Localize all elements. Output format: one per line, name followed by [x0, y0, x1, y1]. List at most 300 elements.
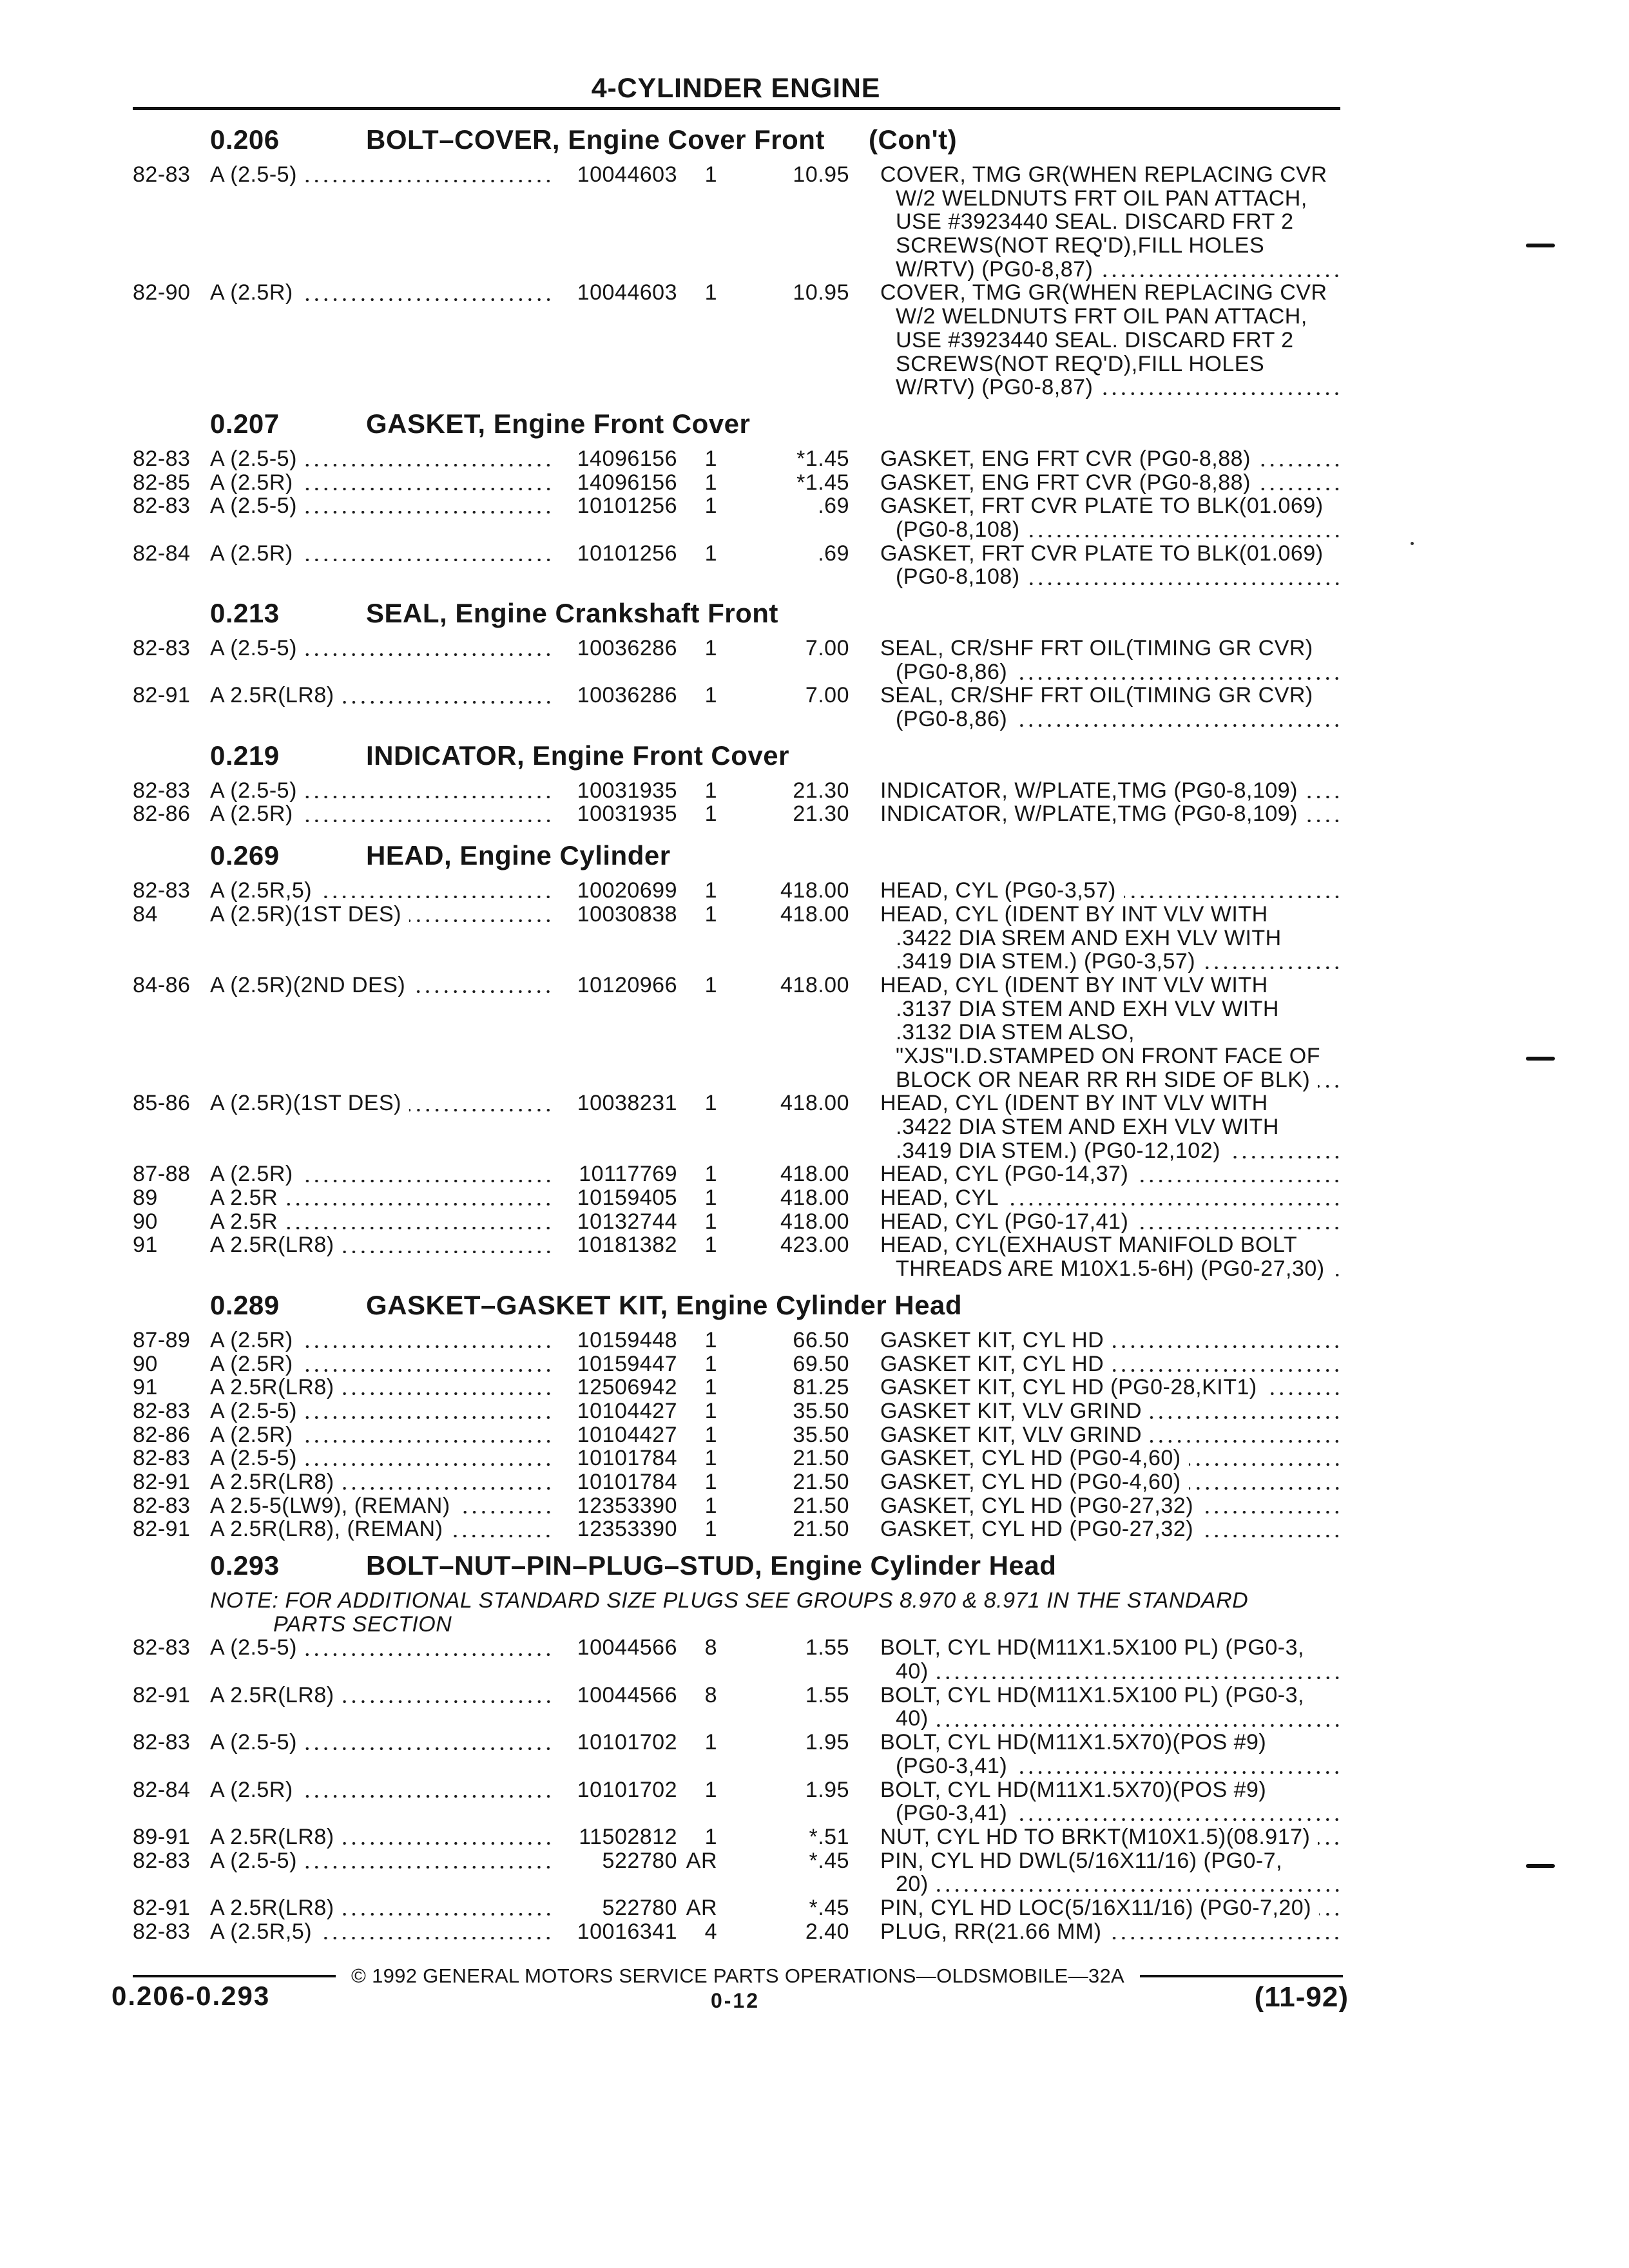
engine-model-field	[210, 1210, 553, 1234]
quantity: 1	[704, 1730, 717, 1755]
model-years: 82-86	[133, 1422, 191, 1447]
leader-dots	[305, 1416, 553, 1419]
leader-dots	[342, 1251, 553, 1253]
quantity: 1	[704, 446, 717, 471]
leader-dots	[301, 1180, 553, 1182]
part-number: 10020699	[577, 878, 677, 903]
model-years: 82-83	[133, 1398, 191, 1423]
model-years: 82-83	[133, 162, 191, 187]
engine-model-field	[210, 1896, 553, 1920]
engine-model-field	[210, 494, 553, 518]
part-number: 10181382	[577, 1233, 677, 1258]
description-field	[880, 1517, 1342, 1541]
part-description: .3422 DIA STEM AND EXH VLV WITH	[896, 1115, 1279, 1139]
description-field	[880, 1139, 1342, 1163]
model-years: 84-86	[133, 972, 191, 997]
part-description: GASKET KIT, CYL HD	[880, 1351, 1104, 1376]
part-row	[0, 879, 1629, 903]
description-field	[880, 1115, 1342, 1139]
part-number: 10101784	[577, 1446, 677, 1471]
footer-group-range: 0.206-0.293	[111, 1981, 271, 2011]
continued-label: (Con't)	[869, 124, 958, 155]
part-row-line	[0, 1517, 1629, 1541]
leader-dots	[342, 1487, 553, 1490]
leader-dots	[1333, 1274, 1342, 1276]
description-field	[880, 950, 1342, 974]
part-row-line	[0, 1802, 1629, 1825]
engine-model-field	[210, 281, 553, 305]
part-row	[0, 802, 1629, 826]
price: 418.00	[780, 1162, 849, 1187]
description-field	[880, 1446, 1342, 1470]
part-row-line	[0, 1257, 1629, 1281]
engine-model: A 2.5R(LR8)	[210, 1682, 334, 1707]
part-description: (PG0-8,86)	[896, 707, 1008, 732]
leader-dots	[1101, 392, 1342, 395]
engine-model: A (2.5R)	[210, 541, 293, 566]
part-number: 10159405	[577, 1186, 677, 1211]
section-number: 0.206	[210, 124, 280, 155]
price: *.51	[809, 1824, 849, 1849]
leader-dots	[1265, 1392, 1342, 1395]
description-field	[880, 1091, 1342, 1115]
part-row-line	[0, 1162, 1629, 1186]
price: 21.30	[793, 778, 849, 803]
quantity: 8	[704, 1682, 717, 1707]
description-field	[880, 1186, 1342, 1210]
description-field	[880, 234, 1342, 258]
part-row	[0, 1825, 1629, 1849]
engine-model: A 2.5-5(LW9), (REMAN)	[210, 1493, 450, 1518]
parts-section	[0, 589, 1629, 731]
leader-dots	[1007, 1203, 1342, 1206]
part-description: SEAL, CR/SHF FRT OIL(TIMING GR CVR)	[880, 683, 1313, 708]
part-row-line	[0, 684, 1629, 707]
parts-section	[0, 1541, 1629, 1943]
price: 21.50	[793, 1517, 849, 1542]
quantity: 1	[704, 1469, 717, 1494]
part-row-line	[0, 1068, 1629, 1092]
description-field	[880, 352, 1342, 376]
leader-dots	[1015, 724, 1342, 727]
part-description: HEAD, CYL	[880, 1186, 999, 1211]
part-row	[0, 494, 1629, 541]
part-row-line	[0, 258, 1629, 282]
engine-model-field	[210, 1636, 553, 1660]
part-number: 10044566	[577, 1682, 677, 1707]
leader-dots	[1201, 1511, 1342, 1514]
model-years: 87-89	[133, 1327, 191, 1352]
description-field	[880, 974, 1342, 997]
description-field	[880, 447, 1342, 471]
part-row-line	[0, 779, 1629, 803]
title-rule	[133, 107, 1340, 110]
part-row	[0, 974, 1629, 1091]
description-field	[880, 1021, 1342, 1044]
part-row-line	[0, 376, 1629, 399]
quantity: 1	[704, 972, 717, 997]
part-description: GASKET, FRT CVR PLATE TO BLK(01.069)	[880, 494, 1324, 519]
part-number: 12506942	[577, 1375, 677, 1400]
leader-dots	[301, 1440, 553, 1443]
engine-model: A (2.5R)	[210, 1777, 293, 1802]
engine-model: A (2.5R,5)	[210, 1919, 313, 1944]
part-row-line	[0, 281, 1629, 305]
part-row-line	[0, 1399, 1629, 1423]
model-years: 82-83	[133, 1730, 191, 1755]
part-row	[0, 684, 1629, 731]
leader-dots	[305, 511, 553, 514]
part-row-line	[0, 447, 1629, 471]
engine-model: A 2.5R(LR8)	[210, 1375, 334, 1400]
engine-model-field	[210, 1091, 553, 1115]
engine-model: A (2.5-5)	[210, 446, 297, 471]
part-description: (PG0-3,41)	[896, 1801, 1008, 1826]
engine-model: A 2.5R(LR8)	[210, 1233, 334, 1258]
engine-model: A (2.5R)	[210, 1351, 293, 1376]
part-number: 10104427	[577, 1398, 677, 1423]
description-field	[880, 637, 1342, 660]
leader-dots	[1201, 1535, 1342, 1537]
engine-model-field	[210, 1517, 553, 1541]
part-row-line	[0, 1233, 1629, 1257]
part-description: W/RTV) (PG0-8,87)	[896, 256, 1094, 282]
model-years: 91	[133, 1375, 158, 1400]
engine-model-field	[210, 1494, 553, 1518]
engine-model: A 2.5R(LR8)	[210, 1824, 334, 1849]
model-years: 82-91	[133, 1469, 191, 1494]
leader-dots	[342, 1392, 553, 1395]
description-field	[880, 518, 1342, 542]
parts-listing	[0, 115, 1629, 1943]
leader-dots	[413, 990, 553, 993]
engine-model-field	[210, 1684, 553, 1707]
part-row-line	[0, 660, 1629, 684]
part-description: GASKET, CYL HD (PG0-4,60)	[880, 1446, 1181, 1471]
leader-dots	[1028, 582, 1342, 585]
quantity: 1	[704, 878, 717, 903]
price: 1.95	[805, 1777, 849, 1802]
parts-section	[0, 731, 1629, 826]
section-title: GASKET, Engine Front Cover	[366, 408, 751, 439]
part-description: (PG0-8,108)	[896, 517, 1020, 542]
part-description: USE #3923440 SEAL. DISCARD FRT 2	[896, 209, 1294, 235]
engine-model-field	[210, 1470, 553, 1494]
part-row	[0, 542, 1629, 589]
description-field	[880, 879, 1342, 903]
description-field	[880, 1920, 1342, 1944]
section-header	[0, 1281, 1629, 1329]
leader-dots	[1101, 274, 1342, 277]
leader-dots	[1112, 1345, 1342, 1348]
description-field	[880, 684, 1342, 707]
part-description: SEAL, CR/SHF FRT OIL(TIMING GR CVR)	[880, 636, 1313, 660]
part-number: 10104427	[577, 1422, 677, 1447]
description-field	[880, 542, 1342, 566]
engine-model: A (2.5-5)	[210, 1730, 297, 1755]
description-field	[880, 1636, 1342, 1660]
quantity: 1	[704, 1162, 717, 1187]
description-field	[880, 1802, 1342, 1825]
part-row-line	[0, 927, 1629, 950]
description-field	[880, 1896, 1342, 1920]
leader-dots	[1028, 535, 1342, 537]
quantity: 1	[704, 901, 717, 927]
leader-dots	[1189, 1487, 1342, 1490]
part-row-line	[0, 1352, 1629, 1376]
part-row-line	[0, 1376, 1629, 1399]
part-description: GASKET, CYL HD (PG0-27,32)	[880, 1493, 1194, 1518]
section-number: 0.219	[210, 740, 280, 771]
price: 7.00	[805, 636, 849, 660]
part-row-line	[0, 1186, 1629, 1210]
part-description: 40)	[896, 1706, 929, 1731]
leader-dots	[1136, 1180, 1342, 1182]
quantity: 1	[704, 541, 717, 566]
description-field	[880, 1778, 1342, 1802]
description-field	[880, 1731, 1342, 1754]
model-years: 82-83	[133, 494, 191, 519]
model-years: 82-86	[133, 802, 191, 827]
part-description: HEAD, CYL (PG0-3,57)	[880, 878, 1116, 903]
leader-dots	[1150, 1440, 1342, 1443]
quantity: 1	[704, 1398, 717, 1423]
part-description: SCREWS(NOT REQ'D),FILL HOLES	[896, 351, 1265, 376]
part-row-line	[0, 1021, 1629, 1044]
price: 2.40	[805, 1919, 849, 1944]
leader-dots	[1150, 1416, 1342, 1419]
section-title: GASKET–GASKET KIT, Engine Cylinder Head	[366, 1289, 962, 1320]
leader-dots	[285, 1227, 553, 1229]
engine-model-field	[210, 471, 553, 495]
model-years: 82-83	[133, 1635, 191, 1660]
leader-dots	[342, 1913, 553, 1916]
part-row-line	[0, 1707, 1629, 1731]
engine-model: A 2.5R	[210, 1186, 278, 1211]
leader-dots	[285, 1203, 553, 1206]
description-field	[880, 471, 1342, 495]
part-description: HEAD, CYL (IDENT BY INT VLV WITH	[880, 972, 1268, 997]
leader-dots	[305, 464, 553, 466]
price: 418.00	[780, 1091, 849, 1116]
part-number: 10044603	[577, 162, 677, 187]
model-years: 85-86	[133, 1091, 191, 1116]
description-field	[880, 1423, 1342, 1447]
engine-model-field	[210, 163, 553, 187]
part-description: W/RTV) (PG0-8,87)	[896, 375, 1094, 400]
model-years: 82-83	[133, 1493, 191, 1518]
part-row	[0, 471, 1629, 495]
price: 21.30	[793, 802, 849, 827]
model-years: 82-84	[133, 541, 191, 566]
engine-model: A (2.5R)(1ST DES)	[210, 901, 401, 927]
footer-rule-left	[133, 1975, 336, 1977]
part-number: 522780	[602, 1848, 677, 1873]
part-description: COVER, TMG GR(WHEN REPLACING CVR	[880, 280, 1327, 305]
section-number: 0.289	[210, 1289, 280, 1320]
engine-model-field	[210, 542, 553, 566]
part-number: 14096156	[577, 446, 677, 471]
price: 69.50	[793, 1351, 849, 1376]
model-years: 91	[133, 1233, 158, 1258]
model-years: 82-83	[133, 1919, 191, 1944]
leader-dots	[320, 1937, 553, 1939]
leader-dots	[301, 820, 553, 822]
part-row-line	[0, 163, 1629, 187]
price: 1.55	[805, 1682, 849, 1707]
part-row	[0, 1920, 1629, 1944]
description-field	[880, 1162, 1342, 1186]
part-row-line	[0, 974, 1629, 997]
price: 7.00	[805, 683, 849, 708]
engine-model-field	[210, 1920, 553, 1944]
part-row-line	[0, 1896, 1629, 1920]
engine-model: A (2.5R)	[210, 1422, 293, 1447]
engine-model: A (2.5R)	[210, 1327, 293, 1352]
part-description: BOLT, CYL HD(M11X1.5X100 PL) (PG0-3,	[880, 1682, 1304, 1707]
engine-model: A 2.5R(LR8), (REMAN)	[210, 1517, 443, 1542]
part-row-line	[0, 1825, 1629, 1849]
price: 21.50	[793, 1493, 849, 1518]
part-row	[0, 1376, 1629, 1399]
section-number: 0.207	[210, 408, 280, 439]
description-field	[880, 1352, 1342, 1376]
model-years: 82-83	[133, 446, 191, 471]
parts-section	[0, 1281, 1629, 1541]
section-note: NOTE: FOR ADDITIONAL STANDARD SIZE PLUGS SEE GROUPS 8.970 & 8.971 IN THE STANDARD	[210, 1588, 1249, 1613]
description-field	[880, 1825, 1342, 1849]
engine-model: A (2.5-5)	[210, 636, 297, 660]
part-row-line	[0, 997, 1629, 1021]
model-years: 82-91	[133, 1517, 191, 1542]
part-row-line	[0, 707, 1629, 731]
quantity: 1	[704, 1233, 717, 1258]
leader-dots	[1306, 820, 1342, 822]
part-description: GASKET KIT, VLV GRIND	[880, 1422, 1142, 1447]
quantity: 1	[704, 1517, 717, 1542]
part-row-line	[0, 494, 1629, 518]
leader-dots	[1258, 488, 1342, 490]
part-row	[0, 637, 1629, 684]
part-row	[0, 163, 1629, 281]
part-description: BLOCK OR NEAR RR RH SIDE OF BLK)	[896, 1067, 1311, 1092]
part-number: 10044566	[577, 1635, 677, 1660]
part-description: (PG0-8,108)	[896, 564, 1020, 590]
engine-model: A (2.5R,5)	[210, 878, 313, 903]
description-field	[880, 376, 1342, 399]
leader-dots	[342, 1842, 553, 1845]
engine-model-field	[210, 1731, 553, 1754]
part-description: PIN, CYL HD DWL(5/16X11/16) (PG0-7,	[880, 1848, 1283, 1873]
leader-dots	[342, 1700, 553, 1703]
engine-model-field	[210, 1376, 553, 1399]
price: 35.50	[793, 1422, 849, 1447]
price: 35.50	[793, 1398, 849, 1423]
leader-dots	[936, 1724, 1342, 1727]
part-number: 10159447	[577, 1351, 677, 1376]
engine-model: A (2.5R)(2ND DES)	[210, 972, 406, 997]
part-description: PIN, CYL HD LOC(5/16X11/16) (PG0-7,20)	[880, 1895, 1312, 1920]
engine-model-field	[210, 1399, 553, 1423]
leader-dots	[301, 1795, 553, 1798]
leader-dots	[305, 1653, 553, 1656]
part-number: 10132744	[577, 1209, 677, 1234]
part-row	[0, 1731, 1629, 1778]
part-row	[0, 281, 1629, 399]
leader-dots	[1306, 796, 1342, 798]
part-row	[0, 1470, 1629, 1494]
part-number: 10036286	[577, 683, 677, 708]
part-row-line	[0, 1920, 1629, 1944]
leader-dots	[305, 653, 553, 656]
part-description: .3419 DIA STEM.) (PG0-12,102)	[896, 1138, 1220, 1163]
parts-section	[0, 831, 1629, 1281]
part-row	[0, 1517, 1629, 1541]
leader-dots	[1189, 1463, 1342, 1466]
engine-model-field	[210, 1233, 553, 1257]
engine-model: A (2.5-5)	[210, 778, 297, 803]
part-row	[0, 1446, 1629, 1470]
part-description: GASKET KIT, VLV GRIND	[880, 1398, 1142, 1423]
margin-tick-mark	[1526, 244, 1555, 247]
part-row-line	[0, 305, 1629, 329]
part-row-line	[0, 1636, 1629, 1660]
section-header	[0, 1541, 1629, 1589]
price: 418.00	[780, 901, 849, 927]
part-description: 40)	[896, 1659, 929, 1684]
quantity: 1	[704, 778, 717, 803]
margin-tick-mark	[1526, 1864, 1555, 1868]
part-description: BOLT, CYL HD(M11X1.5X100 PL) (PG0-3,	[880, 1635, 1304, 1660]
part-row	[0, 1352, 1629, 1376]
description-field	[880, 1329, 1342, 1352]
price: 21.50	[793, 1446, 849, 1471]
part-number: 10044603	[577, 280, 677, 305]
section-header	[0, 115, 1629, 163]
part-description: PLUG, RR(21.66 MM)	[880, 1919, 1102, 1944]
engine-model-field	[210, 1849, 553, 1873]
description-field	[880, 281, 1342, 305]
engine-model-field	[210, 974, 553, 997]
part-description: NUT, CYL HD TO BRKT(M10X1.5)(08.917)	[880, 1824, 1311, 1849]
part-description: W/2 WELDNUTS FRT OIL PAN ATTACH,	[896, 304, 1307, 329]
quantity: 1	[704, 683, 717, 708]
description-field	[880, 210, 1342, 234]
engine-model: A 2.5R(LR8)	[210, 683, 334, 708]
model-years: 82-83	[133, 778, 191, 803]
engine-model: A (2.5-5)	[210, 1446, 297, 1471]
part-row-line	[0, 1494, 1629, 1518]
part-number: 11502812	[579, 1824, 677, 1849]
part-row-line	[0, 1423, 1629, 1447]
part-row	[0, 1778, 1629, 1825]
part-row	[0, 903, 1629, 974]
price: 10.95	[793, 162, 849, 187]
description-field	[880, 187, 1342, 211]
price: .69	[818, 541, 849, 566]
part-number: 10030838	[577, 901, 677, 927]
part-number: 10031935	[577, 802, 677, 827]
part-row-line	[0, 329, 1629, 352]
part-row-line	[0, 1731, 1629, 1754]
leader-dots	[1124, 896, 1342, 898]
part-row-line	[0, 1329, 1629, 1352]
engine-model: A (2.5-5)	[210, 494, 297, 519]
leader-dots	[1258, 464, 1342, 466]
part-number: 10101702	[577, 1730, 677, 1755]
leader-dots	[305, 180, 553, 182]
leader-dots	[301, 1369, 553, 1372]
